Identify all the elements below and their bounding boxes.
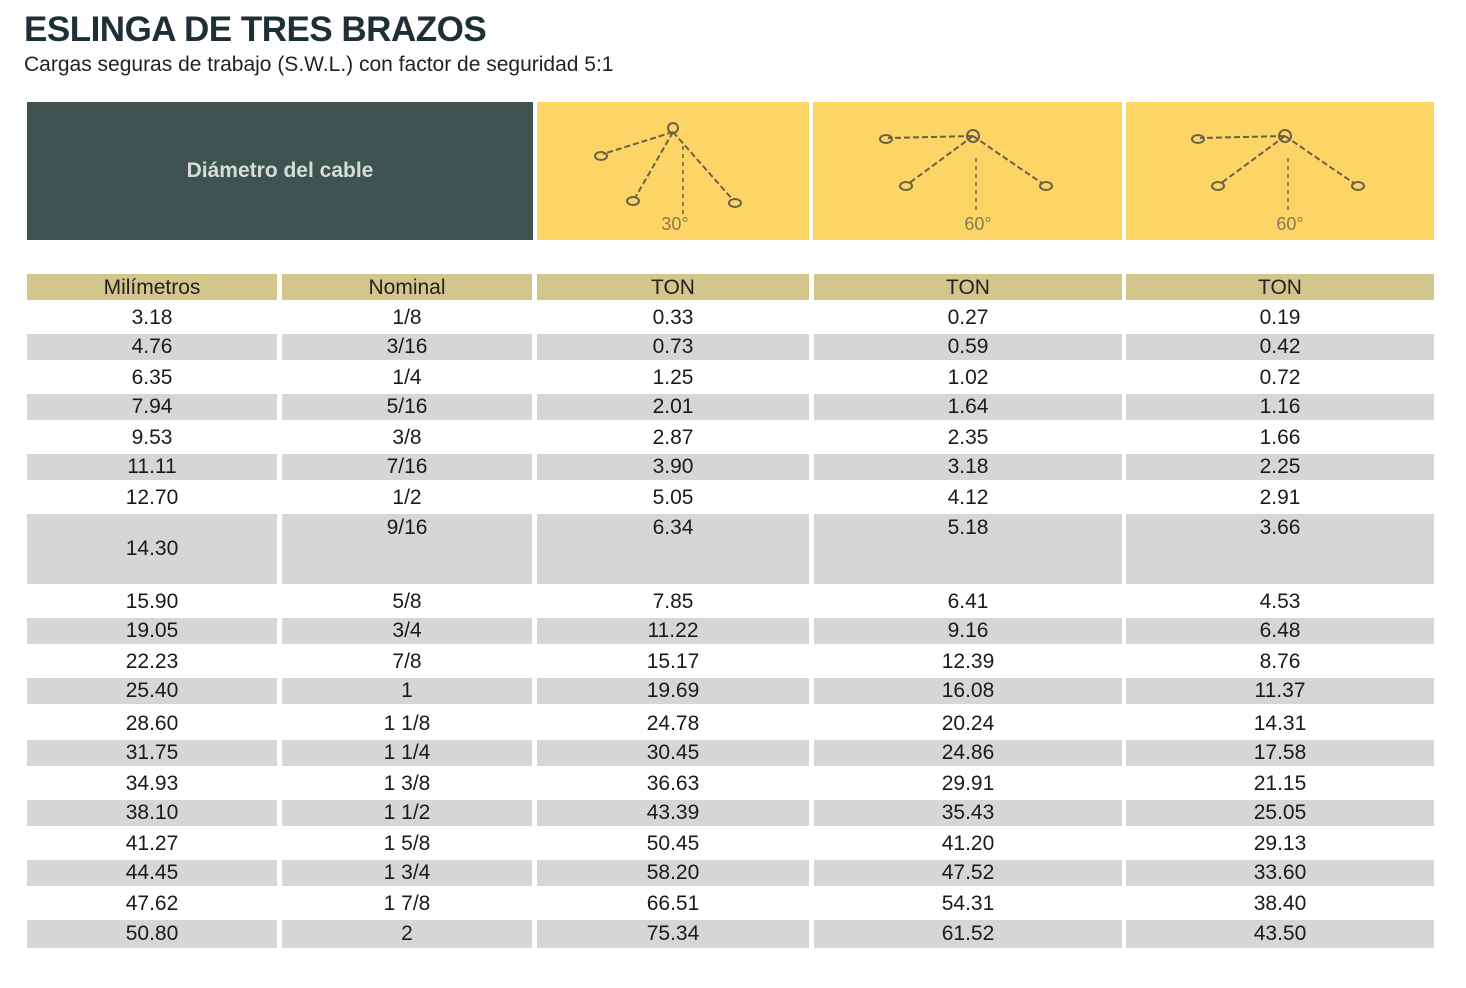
table-cell: 2.35 bbox=[947, 426, 989, 449]
table-cell: 15.90 bbox=[125, 590, 179, 613]
table-cell: 1 7/8 bbox=[383, 892, 431, 915]
table-cell: 1 3/8 bbox=[383, 772, 431, 795]
table-cell: 1 1/4 bbox=[282, 740, 532, 766]
table-cell: 2.87 bbox=[652, 426, 694, 449]
table-cell: 9/16 bbox=[282, 514, 532, 584]
column-header: TON bbox=[537, 274, 809, 300]
table-cell: 3/4 bbox=[282, 618, 532, 644]
table-cell: 3.18 bbox=[131, 306, 173, 329]
table-cell: 35.43 bbox=[814, 800, 1122, 826]
table-cell: 9.16 bbox=[814, 618, 1122, 644]
diameter-header-cell bbox=[27, 102, 533, 240]
table-cell: 36.63 bbox=[646, 772, 700, 795]
table-cell: 61.52 bbox=[814, 920, 1122, 948]
table-cell: 50.45 bbox=[646, 832, 700, 855]
table-cell: 1.66 bbox=[1259, 426, 1301, 449]
table-cell: 19.69 bbox=[537, 678, 809, 704]
column-header: Milímetros bbox=[27, 274, 277, 300]
table-cell: 5/16 bbox=[282, 394, 532, 420]
table-cell: 7.85 bbox=[652, 590, 694, 613]
table-cell: 22.23 bbox=[125, 650, 179, 673]
table-cell: 1 1/8 bbox=[383, 712, 431, 735]
table-cell: 9.53 bbox=[131, 426, 173, 449]
table-cell: 28.60 bbox=[125, 712, 179, 735]
table-cell: 30.45 bbox=[537, 740, 809, 766]
table-cell: 7/8 bbox=[392, 650, 422, 673]
angle-label: 60° bbox=[1276, 214, 1304, 234]
table-cell: 3/8 bbox=[392, 426, 422, 449]
table-cell: 4.76 bbox=[27, 334, 277, 360]
table-cell: 0.59 bbox=[814, 334, 1122, 360]
table-cell: 7/16 bbox=[282, 454, 532, 480]
table-cell: 1/8 bbox=[392, 306, 422, 329]
diameter-header-label: Diámetro del cable bbox=[186, 159, 374, 182]
table-cell: 54.31 bbox=[941, 892, 995, 915]
table-cell: 43.50 bbox=[1126, 920, 1434, 948]
table-cell: 47.62 bbox=[125, 892, 179, 915]
table-cell: 1 5/8 bbox=[383, 832, 431, 855]
table-cell: 12.70 bbox=[125, 486, 179, 509]
sling-diagram-icon bbox=[583, 106, 763, 236]
table-cell: 0.19 bbox=[1259, 306, 1301, 329]
table-cell: 14.31 bbox=[1253, 712, 1307, 735]
table-cell: 1.16 bbox=[1126, 394, 1434, 420]
table-cell: 47.52 bbox=[814, 860, 1122, 886]
table-cell: 8.76 bbox=[1259, 650, 1301, 673]
table-cell: 3.66 bbox=[1126, 514, 1434, 584]
table-cell: 31.75 bbox=[27, 740, 277, 766]
table-cell: 6.34 bbox=[537, 514, 809, 584]
sling-diagram-cell-1 bbox=[537, 102, 809, 240]
table-cell: 0.27 bbox=[947, 306, 989, 329]
page-title: ESLINGA DE TRES BRAZOS bbox=[24, 10, 487, 49]
table-cell: 17.58 bbox=[1126, 740, 1434, 766]
table-cell: 6.35 bbox=[131, 366, 173, 389]
table-cell: 12.39 bbox=[941, 650, 995, 673]
table-cell: 24.86 bbox=[814, 740, 1122, 766]
table-cell: 24.78 bbox=[646, 712, 700, 735]
sling-diagram-cell-3 bbox=[1126, 102, 1434, 240]
table-cell: 6.48 bbox=[1126, 618, 1434, 644]
table-cell: 0.33 bbox=[652, 306, 694, 329]
table-cell: 75.34 bbox=[537, 920, 809, 948]
table-cell: 14.30 bbox=[27, 514, 277, 584]
column-header: TON bbox=[1126, 274, 1434, 300]
table-cell: 50.80 bbox=[27, 920, 277, 948]
table-cell: 41.27 bbox=[125, 832, 179, 855]
table-cell: 4.53 bbox=[1259, 590, 1301, 613]
column-header: Nominal bbox=[282, 274, 532, 300]
table-cell: 66.51 bbox=[646, 892, 700, 915]
column-header: TON bbox=[814, 274, 1122, 300]
table-cell: 1.02 bbox=[947, 366, 989, 389]
table-cell: 11.37 bbox=[1126, 678, 1434, 704]
table-cell: 11.11 bbox=[27, 454, 277, 480]
table-cell: 25.05 bbox=[1126, 800, 1434, 826]
table-cell: 1.25 bbox=[652, 366, 694, 389]
table-cell: 7.94 bbox=[27, 394, 277, 420]
table-cell: 5.18 bbox=[814, 514, 1122, 584]
angle-label: 30° bbox=[661, 214, 689, 234]
table-cell: 5/8 bbox=[392, 590, 422, 613]
table-cell: 1 3/4 bbox=[282, 860, 532, 886]
sling-diagram-cell-2 bbox=[813, 102, 1122, 240]
table-cell: 2.91 bbox=[1259, 486, 1301, 509]
table-cell: 38.40 bbox=[1253, 892, 1307, 915]
table-cell: 0.72 bbox=[1259, 366, 1301, 389]
table-cell: 34.93 bbox=[125, 772, 179, 795]
table-cell: 2 bbox=[282, 920, 532, 948]
table-cell: 2.01 bbox=[537, 394, 809, 420]
table-cell: 25.40 bbox=[27, 678, 277, 704]
table-cell: 19.05 bbox=[27, 618, 277, 644]
table-cell: 11.22 bbox=[537, 618, 809, 644]
table-cell: 15.17 bbox=[646, 650, 700, 673]
table-cell: 41.20 bbox=[941, 832, 995, 855]
table-cell: 44.45 bbox=[27, 860, 277, 886]
table-cell: 20.24 bbox=[941, 712, 995, 735]
table-cell: 33.60 bbox=[1126, 860, 1434, 886]
table-cell: 5.05 bbox=[652, 486, 694, 509]
table-cell: 4.12 bbox=[947, 486, 989, 509]
table-cell: 29.91 bbox=[941, 772, 995, 795]
table-cell: 43.39 bbox=[537, 800, 809, 826]
table-cell: 1 1/2 bbox=[282, 800, 532, 826]
table-cell: 2.25 bbox=[1126, 454, 1434, 480]
sling-diagram-icon bbox=[1180, 106, 1380, 236]
table-cell: 29.13 bbox=[1253, 832, 1307, 855]
table-cell: 0.42 bbox=[1126, 334, 1434, 360]
table-cell: 38.10 bbox=[27, 800, 277, 826]
table-cell: 1/2 bbox=[392, 486, 422, 509]
table-cell: 6.41 bbox=[947, 590, 989, 613]
table-cell: 0.73 bbox=[537, 334, 809, 360]
table-cell: 21.15 bbox=[1253, 772, 1307, 795]
table-cell: 1.64 bbox=[814, 394, 1122, 420]
table-cell: 16.08 bbox=[814, 678, 1122, 704]
sling-diagram-icon bbox=[868, 106, 1068, 236]
table-cell: 1/4 bbox=[392, 366, 422, 389]
table-cell: 1 bbox=[282, 678, 532, 704]
table-cell: 58.20 bbox=[537, 860, 809, 886]
table-cell: 3.18 bbox=[814, 454, 1122, 480]
angle-label: 60° bbox=[963, 214, 992, 234]
table-cell: 3/16 bbox=[282, 334, 532, 360]
page-subtitle: Cargas seguras de trabajo (S.W.L.) con factor de seguridad 5:1 bbox=[24, 53, 614, 76]
table-cell: 3.90 bbox=[537, 454, 809, 480]
